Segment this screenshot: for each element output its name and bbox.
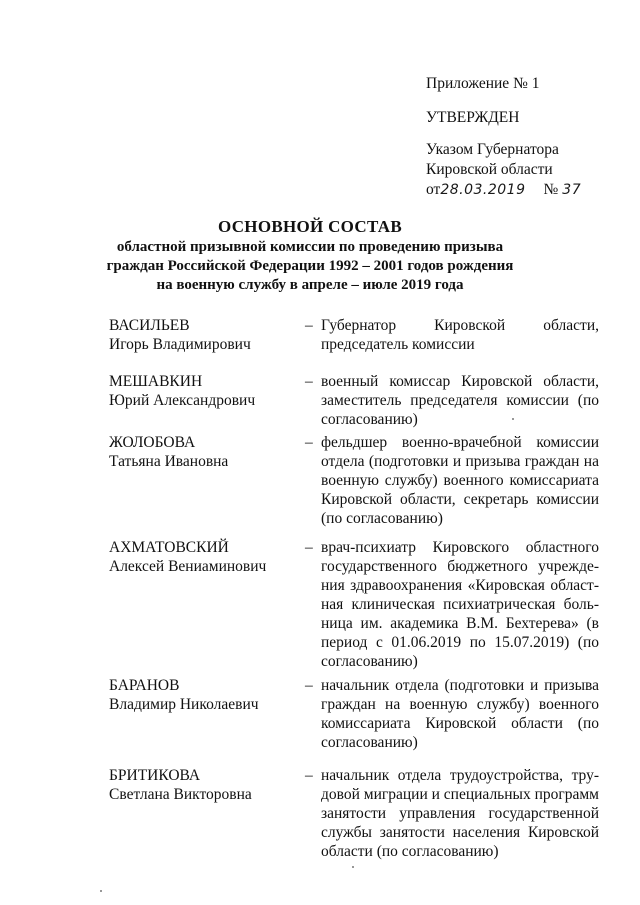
member-surname: БАРАНОВ [109,677,180,694]
member-role: начальник отдела (подготовки и призыва граждан на военную службу) военного комиссариата Кировской области (по согласованию) [321,677,599,751]
member-given-name: Владимир Николаевич [109,696,259,713]
member-surname: АХМАТОВСКИЙ [109,539,229,556]
number-label: № [543,181,559,198]
title-line-3: на военную службу в апреле – июле 2019 года [156,277,464,293]
member-dash: – [305,434,313,451]
member-given-name: Алексей Вениаминович [109,558,267,575]
member-given-name: Светлана Викторовна [109,786,252,803]
scan-speck [100,890,102,892]
decree-line-2: Кировской области [426,161,553,178]
member-surname: МЕШАВКИН [109,373,203,390]
appendix-label: Приложение № 1 [426,75,540,92]
member-role: Губернатор Кировской области, председатель комиссии [321,317,599,353]
member-dash: – [305,767,313,784]
title-line-2: граждан Российской Федерации 1992 – 2001 годов рождения [106,258,514,274]
approval-header [426,74,581,200]
member-name [109,433,309,471]
member-role: фельдшер военно-врачебной комиссии отдела (подготовки и призыва граждан на военную службу) военного комиссариата Кировской области, секретарь комиссии (по согласованию) [321,434,599,527]
date-prefix: от [426,181,441,198]
member-dash: – [305,677,313,694]
title-line-1: областной призывной комиссии по проведению призыва [116,239,504,255]
member-given-name: Юрий Александрович [109,392,256,409]
member-role: военный комиссар Кировской области, заместитель председателя комиссии (по согласованию) [321,373,599,428]
member-dash: – [305,373,313,390]
member-name [109,538,309,576]
member-surname: ВАСИЛЬЕВ [109,317,190,334]
member-name [109,766,309,804]
member-name [109,676,309,714]
member-role: врач-психиатр Кировского областного государственного бюджетного учрежде-ния здравоохранения «Кировская област-ная клиническая психиатрическая боль-ница им. академика В.М. Бехтерева» (в период с 01.06.2019 по 15.07.2019) (по согласованию) [321,539,599,670]
handwritten-number: 37 [562,182,582,198]
approved-label: УТВЕРЖДЕН [426,109,520,126]
member-surname: ЖОЛОБОВА [109,434,196,451]
member-given-name: Игорь Владимирович [109,336,251,353]
member-dash: – [305,317,313,334]
member-name [109,316,309,354]
handwritten-date: 28.03.2019 [440,182,526,198]
scan-speck [512,418,514,420]
member-role: начальник отдела трудоустройства, тру-довой миграции и специальных программ занятости управления государственной службы занятости населения Кировской области (по согласованию) [321,767,599,860]
member-surname: БРИТИКОВА [109,767,201,784]
scan-speck [352,866,354,868]
member-name [109,372,309,410]
decree-date-line [426,180,581,200]
decree-line-1: Указом Губернатора [426,141,559,158]
member-dash: – [305,539,313,556]
document-title [0,216,620,295]
member-given-name: Татьяна Ивановна [109,453,229,470]
title-main: ОСНОВНОЙ СОСТАВ [217,217,402,236]
